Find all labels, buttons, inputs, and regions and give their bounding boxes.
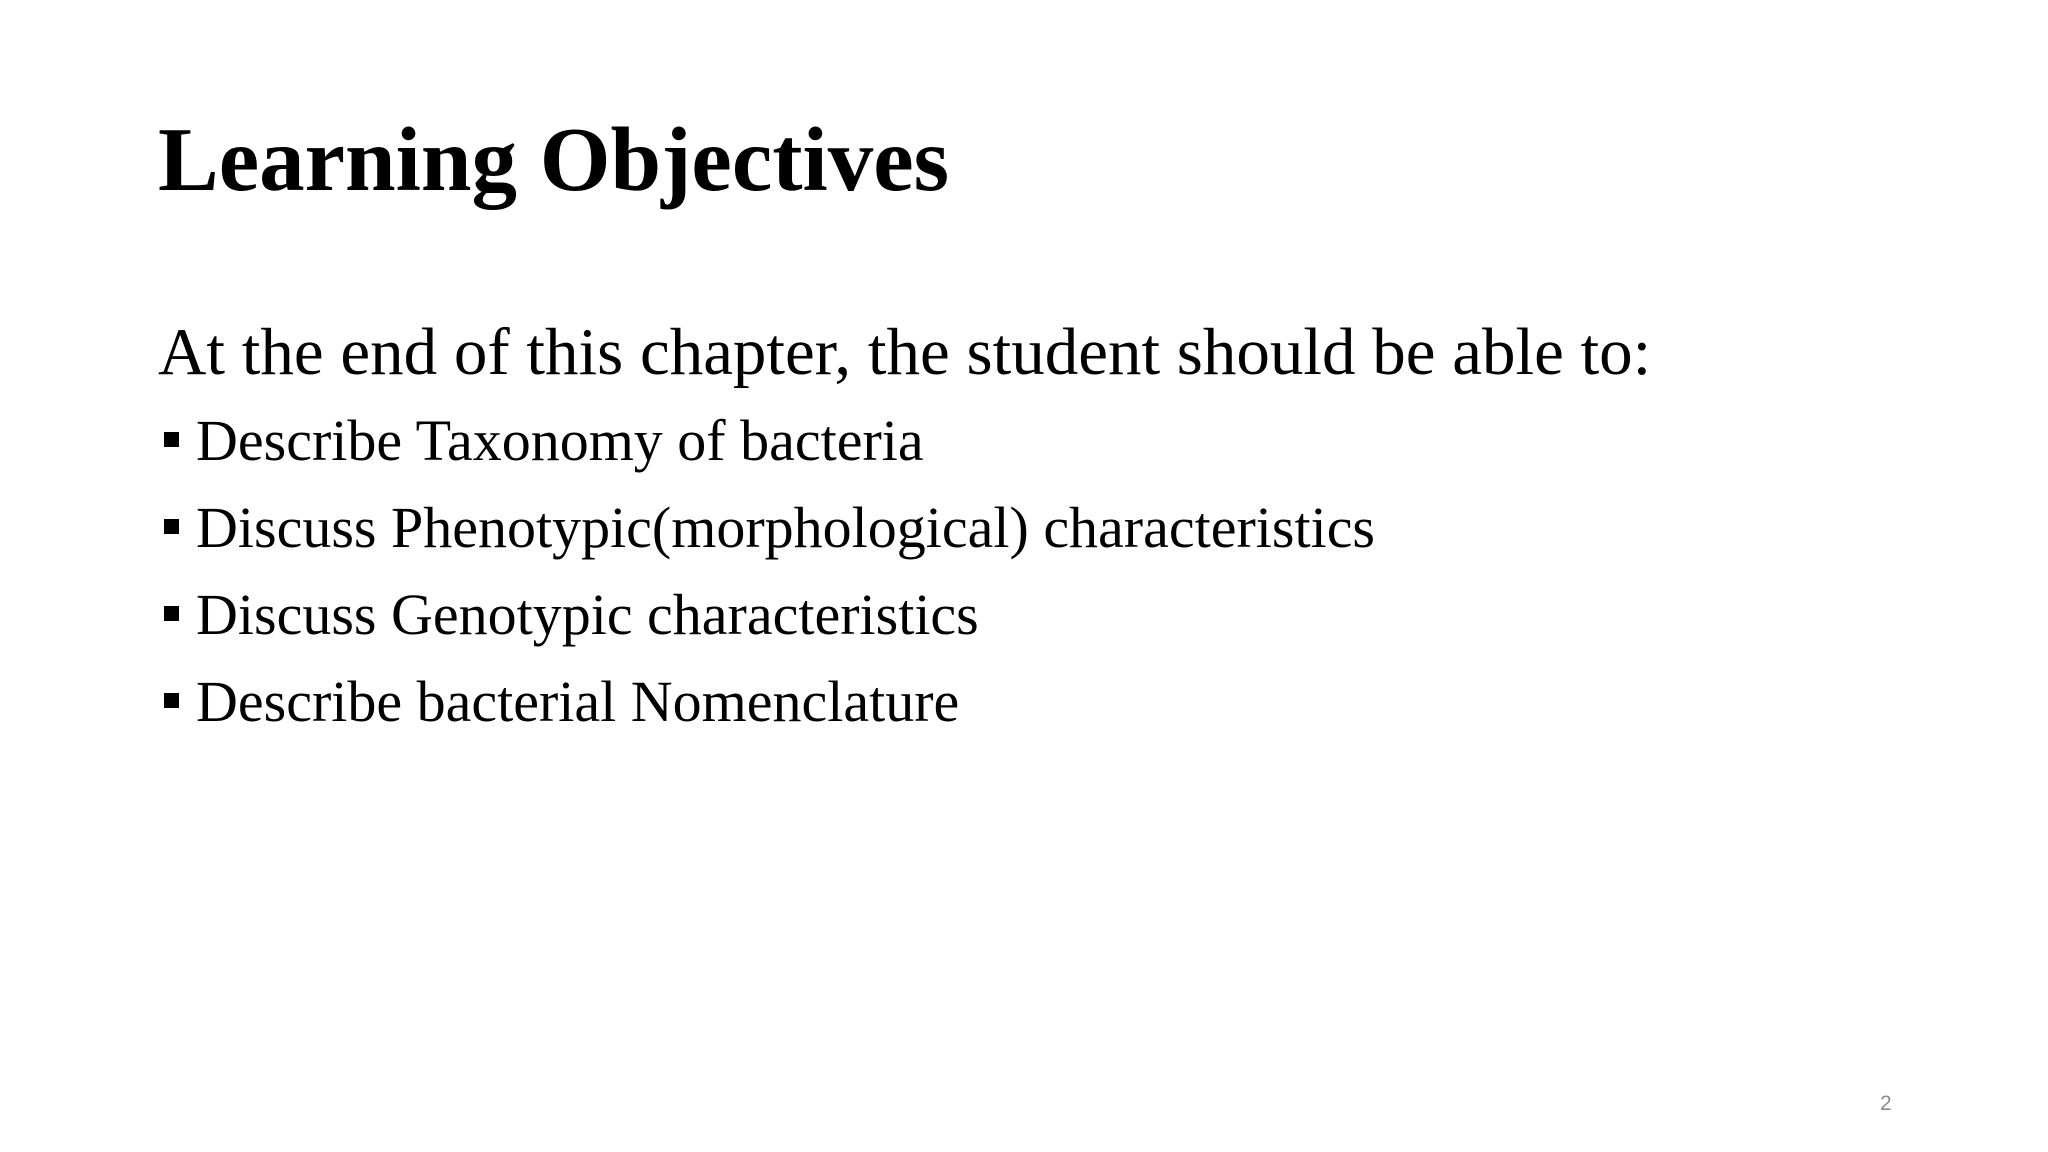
page-number: 2 bbox=[1880, 1092, 1892, 1115]
list-item-text: Discuss Phenotypic(morphological) characteristics bbox=[196, 495, 1376, 560]
square-bullet-icon bbox=[164, 519, 179, 534]
intro-text: At the end of this chapter, the student should be able to: bbox=[158, 315, 1652, 389]
list-item-text: Describe Taxonomy of bacteria bbox=[196, 408, 924, 473]
square-bullet-icon bbox=[164, 606, 179, 621]
list-item-text: Discuss Genotypic characteristics bbox=[196, 582, 979, 647]
square-bullet-icon bbox=[164, 432, 179, 447]
list-item-text: Describe bacterial Nomenclature bbox=[196, 669, 960, 734]
square-bullet-icon bbox=[164, 693, 179, 708]
slide-title: Learning Objectives bbox=[158, 109, 950, 210]
